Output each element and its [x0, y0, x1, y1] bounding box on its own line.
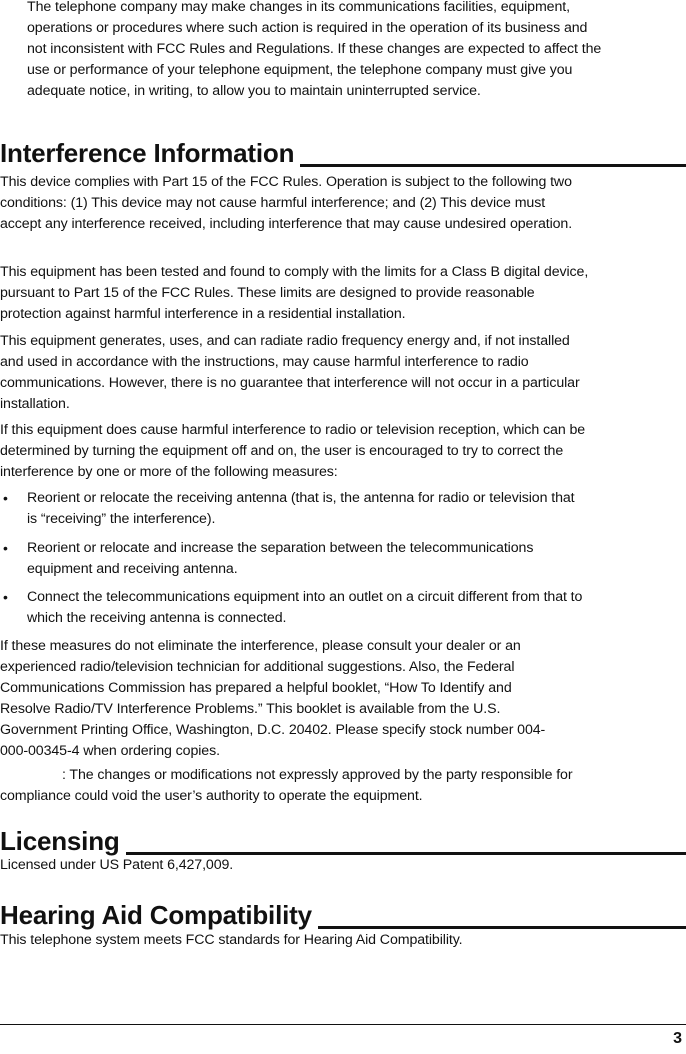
measure-item: Reorient or relocate and increase the separation between the telecommunications equipment and receiving antenna. [27, 540, 534, 577]
licensing-text: Licensed under US Patent 6,427,009. [0, 857, 234, 873]
footer-divider [0, 1024, 686, 1025]
page-number: 3 [673, 1030, 682, 1047]
bullet-marker: • [3, 589, 8, 605]
interference-paragraph-2: This equipment has been tested and found to comply with the limits for a Class B digital device, pursuant to Part 15 of the FCC Rules. These limits are designed to provide reasonable protection against harmful interference in a residential installation. [0, 264, 589, 322]
interference-paragraph-1: This device complies with Part 15 of the FCC Rules. Operation is subject to the following two conditions: (1) This device may not cause harmful interference; and (2) This device must accept any interference received, including interference that may cause undesired operation. [0, 174, 573, 232]
bullet-marker: • [3, 490, 8, 506]
section-heading-interference [0, 130, 686, 167]
heading-text: Hearing Aid Compatibility [0, 900, 318, 930]
heading-text: Interference Information [0, 138, 300, 168]
heading-text: Licensing [0, 826, 126, 856]
measure-item: Connect the telecommunications equipment into an outlet on a circuit different from that to which the receiving antenna is connected. [27, 589, 583, 626]
bullet-marker: • [3, 540, 8, 556]
interference-paragraph-5: If these measures do not eliminate the interference, please consult your dealer or an experienced radio/television technician for additional suggestions. Also, the Federal Communications Commission has prepared a helpful booklet, “How To Identify and Resolve Radio/TV Interference Problems.” This booklet is available from the U.S. Government Printing Office, Washington, D.C. 20402. Please specify stock number 004-000-00345-4 when ordering copies. [0, 638, 546, 759]
interference-paragraph-3: This equipment generates, uses, and can radiate radio frequency energy and, if not installed and used in accordance with the instructions, may cause harmful interference to radio communications. However, there is no guarantee that interference will not occur in a particular installation. [0, 333, 580, 412]
hearing-aid-text: This telephone system meets FCC standards for Hearing Aid Compatibility. [0, 932, 463, 948]
interference-note: : The changes or modifications not expressly approved by the party responsible for compliance could void the user’s authority to operate the equipment. [0, 767, 573, 804]
section-heading-licensing [0, 818, 686, 855]
interference-paragraph-4: If this equipment does cause harmful interference to radio or television reception, which can be determined by turning the equipment off and on, the user is encouraged to try to correct the interference by one or more of the following measures: [0, 422, 586, 480]
intro-paragraph: The telephone company may make changes in its communications facilities, equipment, operations or procedures where such action is required in the operation of its business and not inconsistent with FCC Rules and Regulations. If these changes are expected to affect the use or performance of your telephone equipment, the telephone company must give you adequate notice, in writing, to allow you to maintain uninterrupted service. [27, 0, 602, 99]
section-heading-hearing-aid [0, 892, 686, 929]
measure-item: Reorient or relocate the receiving antenna (that is, the antenna for radio or television that is “receiving” the interference). [27, 490, 575, 527]
